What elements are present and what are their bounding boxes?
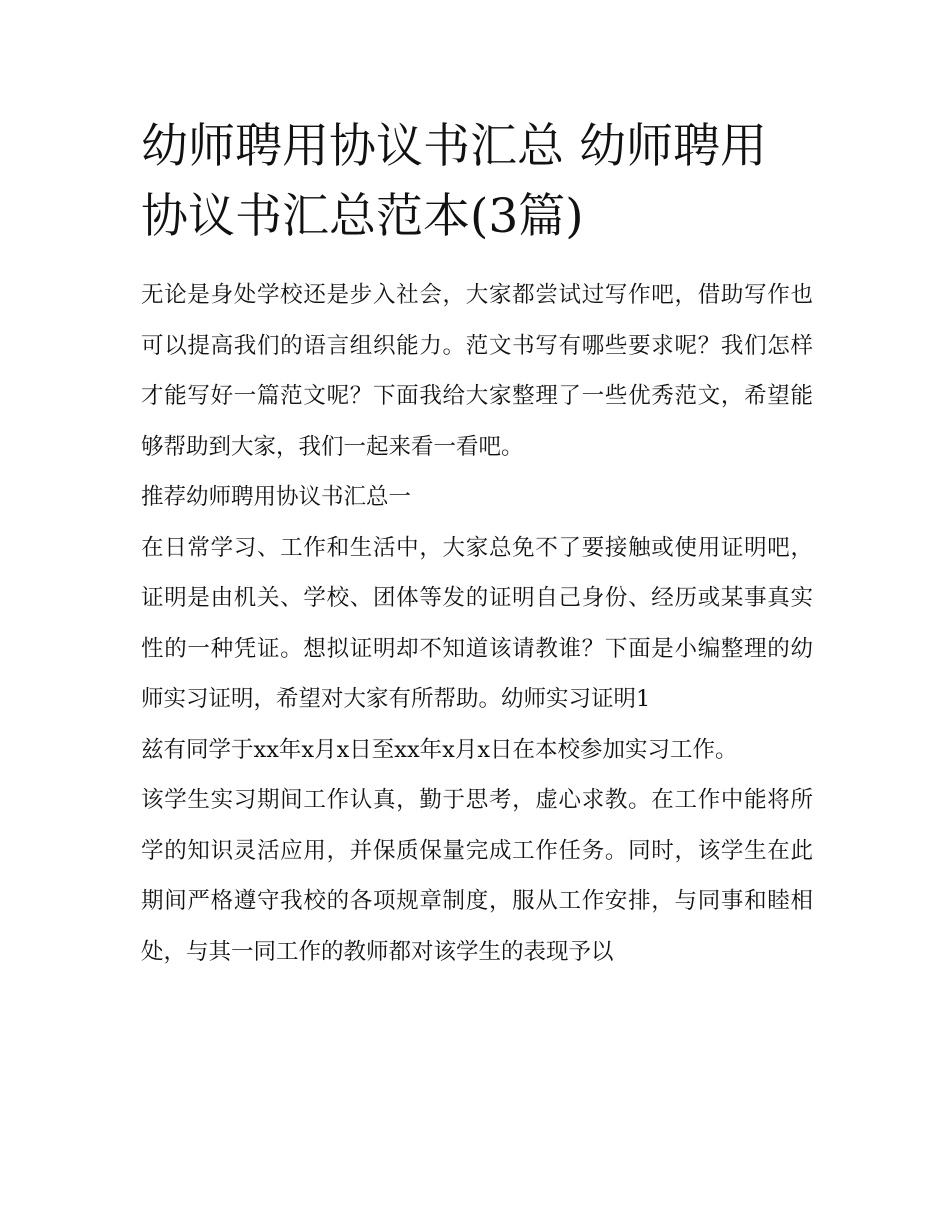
paragraph-intro: 无论是身处学校还是步入社会，大家都尝试过写作吧，借助写作也可以提高我们的语言组织能力。范文书写有哪些要求呢？我们怎样才能写好一篇范文呢？下面我给大家整理了一些优秀范文，希望能够帮助到大家，我们一起来看一看吧。 (141, 282, 813, 460)
paragraph-certificate-intro: 在日常学习、工作和生活中，大家总免不了要接触或使用证明吧，证明是由机关、学校、团体等发的证明自己身份、经历或某事真实性的一种凭证。想拟证明却不知道该请教谁？下面是小编整理的幼师实习证明，希望对大家有所帮助。幼师实习证明1 (141, 534, 813, 712)
document-page (141, 112, 813, 977)
paragraph-internship-dates: 兹有同学于xx年x月x日至xx年x月x日在本校参加实习工作。 (141, 736, 738, 763)
document-title: 幼师聘用协议书汇总 幼师聘用协议书汇总范本(3篇) (141, 119, 767, 244)
section-heading: 推荐幼师聘用协议书汇总一 (141, 484, 412, 510)
paragraph-evaluation: 该学生实习期间工作认真，勤于思考，虚心求教。在工作中能将所学的知识灵活应用，并保质保量完成工作任务。同时，该学生在此期间严格遵守我校的各项规章制度，服从工作安排，与同事和睦相处，与其一同工作的教师都对该学生的表现予以 (141, 787, 813, 965)
